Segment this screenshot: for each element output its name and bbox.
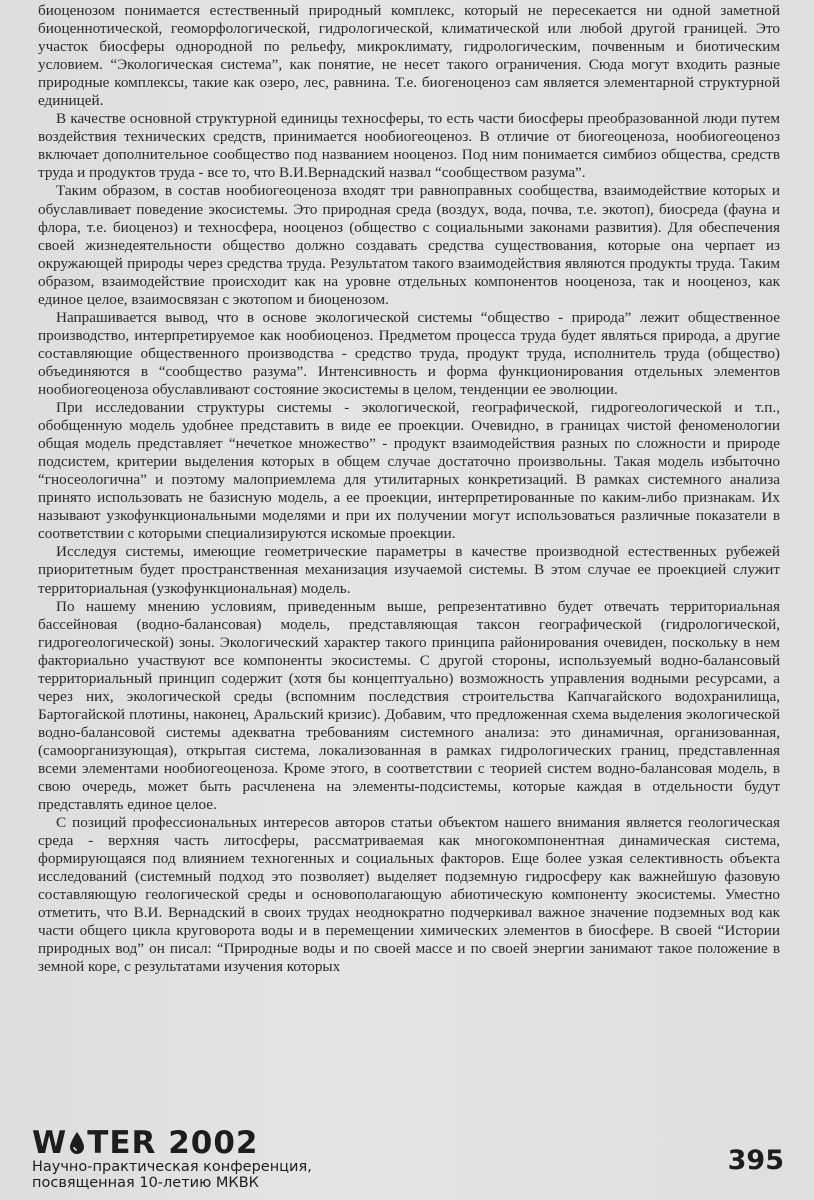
paragraph-1: биоценозом понимается естественный природный комплекс, который не пересекается ни одной заметной биоценнотической, геоморфологической, гидрологической, климатической или любой другой границей. Это участок биосферы однородной по рельефу, микроклимату, гидрологическим, почвенным и биотическим условием. “Экологическая система”, как понятие, не несет такого ограничения. Сюда могут входить разные природные комплексы, такие как озеро, лес, равнина. Т.е. биогеноценоз сам является элементарной структурной единицей. bbox=[38, 2, 780, 110]
paragraph-7: По нашему мнению условиям, приведенным выше, репрезентативно будет отвечать территориальная бассейновая (водно-балансовая) модель, представляющая таксон географической (гидрологической, гидрогеологической) зоны. Экологический характер такого принципа районирования очевиден, поскольку в нем факториально участвуют все компоненты экосистемы. С другой стороны, используемый водно-балансовый территориальный принцип содержит (хотя бы концептуально) возможность управления водными ресурсами, а через них, экологической среды (вспомним последствия строительства Капчагайского водохранилища, Бартогайской плотины, наконец, Аральский кризис). Добавим, что предложенная схема выделения экологической водно-балансовой системы адекватна требованиям системного анализа: это динамичная, организованная, (самоорганизующая), открытая система, локализованная в рамках гидрологических границ, представленная всеми элементами ноoбиогеоценоза. Кроме этого, в соответствии с теорией систем водно-балансовая модель, в свою очередь, может быть расчленена на элементы-подсистемы, которые каждая в отдельности будут представлять единое целое. bbox=[38, 597, 780, 814]
logo-letter-w: W bbox=[32, 1125, 68, 1161]
paragraph-8: С позиций профессиональных интересов авторов статьи объектом нашего внимания является геологическая среда - верхняя часть литосферы, рассматриваемая как многокомпонентная динамическая система, формирующаяся под влиянием техногенных и социальных факторов. Еще более узкая селективность объекта исследований (системный подход это позволяет) выделяет подземную гидросферу как важнейшую фазовую составляющую геологической среды и основополагающую абиотическую компоненту экосистемы. Уместно отметить, что В.И. Вернадский в своих трудах неоднократно подчеркивал важное значение подземных вод как части общего цикла круговорота воды и в перемещении химических элементов в биосфере. В своей “Истории природных вод” он писал: “Природные воды и по своей массе и по своей энергии занимают такое положение в земной коре, с результатами изучения которых bbox=[38, 814, 780, 976]
page-number: 395 bbox=[727, 1145, 784, 1176]
paragraph-2: В качестве основной структурной единицы техносферы, то есть части биосферы преобразованной люди путем воздействия технических средств, принимается нообиогеоценоз. В отличие от биогеоценоза, нообиогеоценоз включает дополнительное сообщество под названием нооценоз. Под ним понимается симбиоз общества, средств труда и продуктов труда - все то, что В.И.Вернадский назвал “сообществом разума”. bbox=[38, 110, 780, 182]
conference-caption bbox=[32, 1159, 312, 1191]
paragraph-5: При исследовании структуры системы - экологической, географической, гидрогеологической и т.п., обобщенную модель удобнее представить в виде ее проекции. Очевидно, в границах чистой феноменологии общая модель представляет “нечеткое множество” - продукт взаимодействия разных по сложности и природе подсистем, критерии выделения которых в общем случае достаточно произвольны. Такая модель избыточно “гносеологична” и поэтому малоприемлема для утилитарных конкретизаций. В рамках системного анализа принято использовать не базисную модель, а ее проекции, интерпретированные по каким-либо признакам. Их называют узкофункциональными моделями и при их получении могут использоваться различные показатели в соответствии с которыми специализируются искомые проекции. bbox=[38, 399, 780, 543]
paragraph-6: Исследуя системы, имеющие геометрические параметры в качестве производной естественных рубежей приоритетным будет пространственная механизация изучаемой системы. В этом случае ее проекцией служит территориальная (узкофункциональная) модель. bbox=[38, 543, 780, 597]
conference-line-2: посвященная 10-летию МКВК bbox=[32, 1175, 259, 1191]
conference-line-1: Научно-практическая конференция, bbox=[32, 1159, 312, 1175]
paragraph-3: Таким образом, в состав ноoбиогеоценоза входят три равноправных сообщества, взаимодействие которых и обуславливает поведение экосистемы. Это природная среда (воздух, вода, почва, т.е. экотоп), биосреда (фауна и флора, т.е. биоценоз) и техносфера, нооценоз (общество с социальными законами развития). Для обеспечения своей жизнедеятельности общество должно создавать средства существования, которые она черпает из окружающей природы через средства труда. Результатом такого взаимодействия являются продукты труда. Таким образом, взаимодействие происходит как на уровне отдельных компонентов нооценоза, так и нооценоз, как единое целое, взаимосвязан с экотопом и биоценозом. bbox=[38, 182, 780, 308]
paragraph-4: Напрашивается вывод, что в основе экологической системы “общество - природа” лежит общественное производство, интерпретируемое как ноoбиоценоз. Предметом процесса труда будет являться природа, а другие составляющие общественного производства - средство труда, продукт труда, исполнитель труда (общество) объединяются в “сообщество разума”. Интенсивность и форма функционирования отдельных элементов ноoбиогеоценоза обуславливают состояние экосистемы в целом, тенденции ее эволюции. bbox=[38, 308, 780, 398]
water-2002-logo bbox=[32, 1126, 258, 1160]
page-footer bbox=[32, 1126, 792, 1196]
water-drop-icon bbox=[68, 1131, 86, 1155]
article-body bbox=[38, 2, 780, 977]
logo-text: TER 2002 bbox=[87, 1125, 259, 1161]
